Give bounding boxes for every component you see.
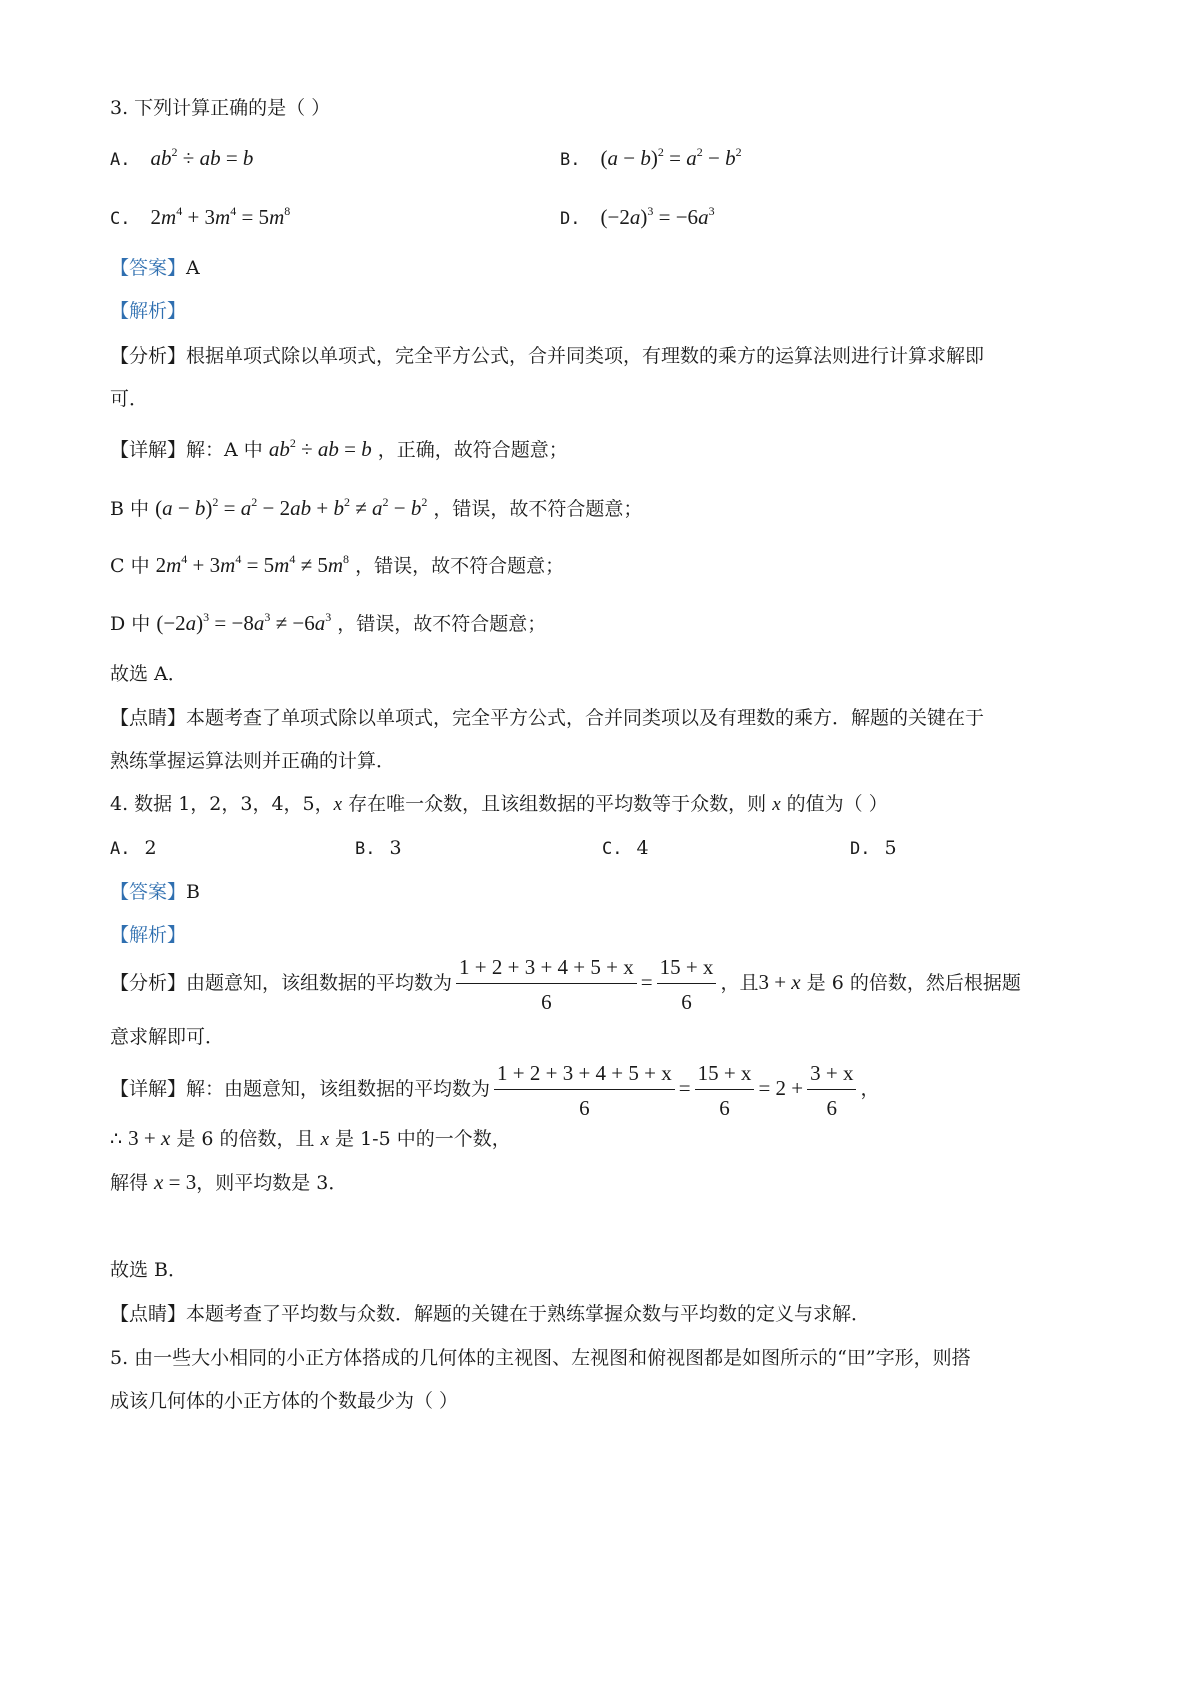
fraction-denominator: 6 (541, 989, 552, 1014)
q4-option-a[interactable] (110, 836, 157, 861)
q4-choose: 故选 B． (110, 1259, 188, 1281)
detail-intro: 解：A 中 (186, 439, 263, 461)
detail-c-formula: $2m^4 + 3m^4 = 5m^4 \ne 5m^8$ (155, 552, 350, 577)
option-label: D. (850, 839, 871, 859)
therefore-symbol: ∴ (110, 1128, 129, 1150)
q5-stem-line2: 成该几何体的小正方体的个数最少为（ ） (110, 1390, 459, 1412)
fraction-numerator: 3 + x (807, 1061, 856, 1090)
comment-text: 本题考查了平均数与众数．解题的关键在于熟练掌握众数与平均数的定义与求解． (186, 1303, 871, 1325)
q3-option-a[interactable] (110, 146, 253, 172)
q5-stem-line1: 5. 由一些大小相同的小正方体搭成的几何体的主视图、左视图和俯视图都是如图所示的“田”字形，则搭 (110, 1347, 971, 1369)
q3-detail-d (110, 611, 546, 636)
answer-tag: 【答案】 (110, 881, 187, 903)
detail-c-prefix: C 中 (110, 555, 150, 577)
var-x: x (772, 794, 781, 815)
detail-text: 解：由题意知，该组数据的平均数为 (186, 1078, 491, 1100)
option-label: B. (560, 150, 581, 170)
detail-text: 是 1-5 中的一个数， (329, 1128, 511, 1150)
detail-expr: 3 + x (128, 1126, 171, 1150)
fraction (456, 955, 637, 1014)
answer-value: B (186, 881, 200, 903)
option-label: D. (560, 209, 581, 229)
option-value: 2 (144, 837, 157, 859)
q3-detail-a (110, 437, 568, 462)
q3-option-b[interactable] (560, 146, 742, 172)
option-label: A. (110, 839, 131, 859)
fenxi-tag: 【分析】 (110, 972, 187, 994)
detail-text: 是 6 的倍数，且 (170, 1128, 321, 1150)
q3-option-c[interactable] (110, 205, 290, 231)
fraction-numerator: 15 + x (695, 1061, 755, 1090)
var-x: x (320, 1129, 329, 1150)
q4-stem-part1: 4. 数据 1，2，3，4，5， (110, 793, 334, 815)
q3-fenxi-line1 (110, 344, 984, 368)
q4-fenxi-line2: 意求解即可． (110, 1026, 225, 1048)
var-x: x (333, 794, 343, 815)
q4-comment (110, 1302, 870, 1326)
option-expr: $(a - b)^2 = a^2 - b^2$ (600, 145, 742, 170)
comment-text: 本题考查了单项式除以单项式，完全平方公式，合并同类项以及有理数的乘方．解题的关键在于 (186, 707, 985, 729)
fenxi-expr: 3 + x (758, 970, 801, 994)
fenxi-text: 由题意知，该组数据的平均数为 (186, 972, 453, 994)
fraction (494, 1061, 675, 1120)
q3-analysis-tag: 【解析】 (110, 300, 187, 322)
answer-value: A (186, 257, 200, 279)
option-label: B. (355, 839, 376, 859)
detail-tag: 【详解】 (110, 439, 187, 461)
option-expr: $(-2a)^3 = -6a^3$ (600, 204, 715, 229)
fraction (657, 955, 717, 1014)
q4-option-b[interactable] (355, 836, 402, 861)
q4-option-d[interactable] (850, 836, 897, 861)
q3-option-d[interactable] (560, 205, 715, 231)
fraction-denominator: 6 (719, 1095, 730, 1120)
detail-c-tail: ，错误，故不符合题意； (355, 555, 565, 577)
detail-b-prefix: B 中 (110, 498, 150, 520)
detail-d-formula: $(-2a)^3 = -8a^3 \ne -6a^3$ (156, 610, 332, 635)
comment-tag: 【点睛】 (110, 1303, 187, 1325)
q3-stem: 3. 下列计算正确的是（ ） (110, 97, 331, 119)
fraction (695, 1061, 755, 1120)
detail-text: 解得 (110, 1172, 155, 1194)
fraction-denominator: 6 (579, 1095, 590, 1120)
q3-comment-line1 (110, 706, 984, 730)
q4-detail-line3 (110, 1170, 347, 1195)
q3-choose: 故选 A． (110, 663, 187, 685)
fraction-denominator: 6 (681, 989, 692, 1014)
fenxi-tag: 【分析】 (110, 345, 187, 367)
q3-answer (110, 256, 200, 280)
fenxi-text: 根据单项式除以单项式，完全平方公式，合并同类项，有理数的乘方的运算法则进行计算求解即 (186, 345, 985, 367)
q4-fenxi-line1: 【分析】由题意知，该组数据的平均数为 $\frac{1 + 2 + 3 + 4 + 5 + x}{6}$ = $\frac{15 + x}{6}$ ，且3 + x 是 6 的倍数，然后根据题 (110, 954, 1021, 1014)
detail-text: ，则平均数是 3． (196, 1172, 348, 1194)
q4-answer (110, 880, 200, 904)
q4-option-c[interactable] (602, 836, 649, 861)
q4-stem-part2: 存在唯一众数，且该组数据的平均数等于众数，则 (342, 793, 773, 815)
fraction (807, 1061, 856, 1120)
detail-a-formula: $ab^2$ ÷ ab = b (268, 436, 372, 461)
q4-stem (110, 792, 888, 817)
q3-fenxi-line2: 可． (110, 388, 149, 410)
answer-tag: 【答案】 (110, 257, 187, 279)
option-value: 5 (884, 837, 897, 859)
q3-detail-b (110, 496, 642, 521)
detail-tag: 【详解】 (110, 1078, 187, 1100)
option-expr: $ab^2$ ÷ ab = b (150, 145, 254, 170)
detail-expr: x = 3 (154, 1170, 197, 1194)
q4-stem-part3: 的值为（ ） (780, 793, 888, 815)
fraction-denominator: 6 (826, 1095, 838, 1120)
q4-detail-line1: 【详解】解：由题意知，该组数据的平均数为 $\frac{1 + 2 + 3 + 4 + 5 + x}{6}$ = $\frac{15 + x}{6}$ = 2 + $\frac{3 + x}{6}$ ， (110, 1060, 880, 1120)
comment-tag: 【点睛】 (110, 707, 187, 729)
q4-detail-line2 (110, 1126, 511, 1152)
fraction-numerator: 15 + x (657, 955, 717, 984)
option-label: C. (602, 839, 623, 859)
option-label: C. (110, 209, 131, 229)
fenxi-mid2: 是 6 的倍数，然后根据题 (800, 972, 1021, 994)
detail-b-formula: $(a - b)^2 = a^2 - 2ab + b^2 \ne a^2 - b^2$ (155, 495, 428, 520)
detail-b-tail: ，错误，故不符合题意； (433, 498, 643, 520)
fraction-numerator: 1 + 2 + 3 + 4 + 5 + x (456, 955, 637, 984)
fraction-numerator: 1 + 2 + 3 + 4 + 5 + x (494, 1061, 675, 1090)
option-label: A. (110, 150, 131, 170)
detail-d-prefix: D 中 (110, 613, 151, 635)
option-value: 4 (636, 837, 649, 859)
fenxi-mid: ，且 (720, 972, 759, 994)
option-value: 3 (389, 837, 402, 859)
q3-comment-line2: 熟练掌握运算法则并正确的计算． (110, 750, 396, 772)
detail-d-tail: ，错误，故不符合题意； (337, 613, 547, 635)
q4-analysis-tag: 【解析】 (110, 924, 187, 946)
option-expr: $2m^4 + 3m^4 = 5m^8$ (150, 204, 291, 229)
detail-a-tail: ，正确，故符合题意； (377, 439, 568, 461)
q3-detail-c (110, 553, 564, 578)
